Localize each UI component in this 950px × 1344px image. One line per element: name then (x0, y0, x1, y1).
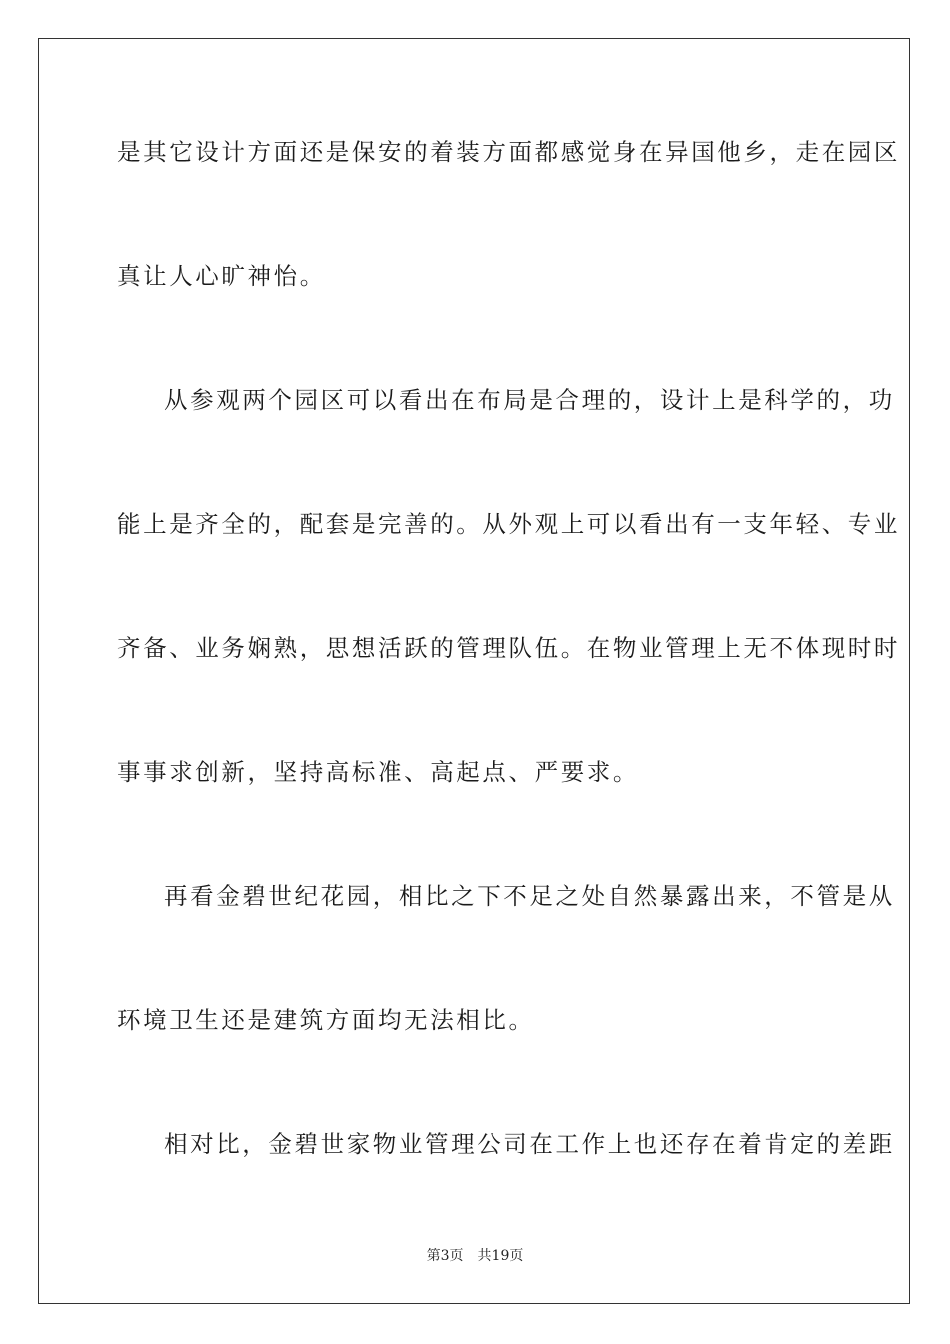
body-text-line: 从参观两个园区可以看出在布局是合理的，设计上是科学的，功 (164, 386, 895, 414)
page-number: 第3页 (426, 1248, 464, 1264)
page-border (38, 38, 910, 1304)
body-text-line: 环境卫生还是建筑方面均无法相比。 (117, 1006, 535, 1034)
page-total: 共19页 (477, 1248, 524, 1264)
page-footer (0, 1247, 950, 1265)
body-text-line: 是其它设计方面还是保安的着装方面都感觉身在异国他乡，走在园区 (117, 138, 900, 166)
body-text-line: 能上是齐全的，配套是完善的。从外观上可以看出有一支年轻、专业 (117, 510, 900, 538)
body-text-line: 再看金碧世纪花园，相比之下不足之处自然暴露出来，不管是从 (164, 882, 895, 910)
body-text-line: 齐备、业务娴熟，思想活跃的管理队伍。在物业管理上无不体现时时 (117, 634, 900, 662)
body-text-line: 相对比，金碧世家物业管理公司在工作上也还存在着肯定的差距 (164, 1130, 895, 1158)
body-text-line: 真让人心旷神怡。 (117, 262, 326, 290)
body-text-line: 事事求创新，坚持高标准、高起点、严要求。 (117, 758, 639, 786)
